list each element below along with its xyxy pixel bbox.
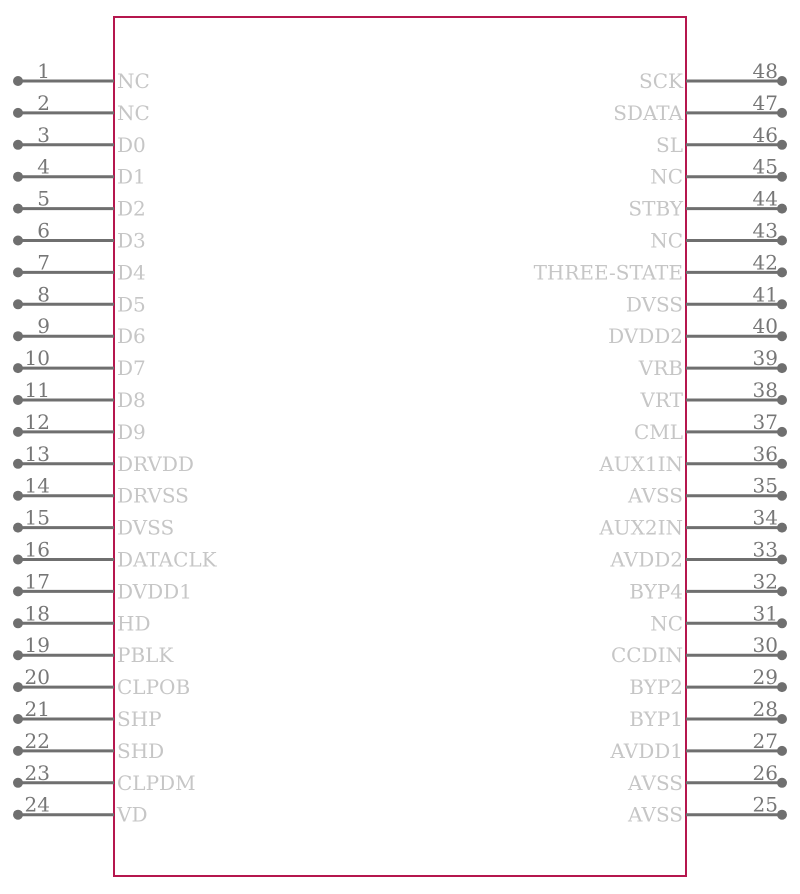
pin-45: [650, 155, 787, 189]
pin-name: NC: [117, 100, 150, 125]
pin-name: D9: [117, 419, 146, 444]
pin-terminal: [777, 395, 787, 405]
pin-name: CLPDM: [117, 770, 196, 795]
pin-number: 34: [752, 505, 778, 530]
pin-number: 13: [24, 441, 50, 466]
pin-36: [598, 442, 787, 476]
pin-number: 15: [24, 505, 50, 530]
pin-name: AVDD1: [610, 738, 683, 763]
pin-number: 35: [752, 473, 778, 498]
pin-terminal: [13, 491, 23, 501]
pin-name: D6: [117, 324, 146, 349]
pin-number: 44: [752, 186, 778, 211]
pin-22: [13, 729, 164, 763]
pin-number: 8: [37, 282, 50, 307]
pin-15: [13, 506, 174, 540]
pin-32: [629, 569, 787, 603]
pin-number: 43: [752, 218, 778, 243]
pin-number: 22: [24, 728, 50, 753]
pin-terminal: [777, 363, 787, 373]
pin-number: 24: [24, 792, 50, 817]
pin-23: [13, 761, 196, 795]
pin-terminal: [777, 810, 787, 820]
pin-number: 40: [752, 314, 778, 339]
pin-terminal: [13, 427, 23, 437]
pin-name: SHD: [117, 738, 165, 763]
pin-46: [656, 123, 787, 157]
pin-terminal: [777, 459, 787, 469]
pin-terminal: [13, 267, 23, 277]
pin-number: 16: [24, 537, 50, 562]
pin-terminal: [13, 331, 23, 341]
pin-terminal: [777, 331, 787, 341]
pin-number: 41: [752, 282, 778, 307]
pin-name: AUX1IN: [599, 451, 683, 476]
pin-name: VRT: [640, 388, 683, 412]
pin-27: [609, 729, 787, 763]
pin-name: DRVDD: [117, 451, 194, 476]
pin-terminal: [777, 714, 787, 724]
pin-17: [13, 569, 192, 603]
pin-31: [650, 601, 787, 635]
pin-21: [13, 697, 162, 731]
pin-1: [13, 59, 150, 93]
pin-number: 45: [752, 154, 778, 179]
pin-terminal: [13, 299, 23, 309]
pin-43: [650, 219, 787, 253]
pin-33: [609, 538, 787, 572]
pin-number: 18: [24, 601, 50, 626]
pin-25: [627, 793, 787, 827]
pin-terminal: [777, 267, 787, 277]
pin-number: 17: [24, 569, 50, 594]
pin-number: 19: [24, 633, 50, 658]
pin-number: 14: [24, 473, 50, 498]
pin-terminal: [777, 108, 787, 118]
pin-terminal: [13, 395, 23, 405]
pin-terminal: [777, 618, 787, 628]
pin-26: [627, 761, 787, 795]
pin-number: 42: [752, 250, 778, 275]
pin-number: 46: [752, 122, 778, 147]
pin-name: BYP2: [629, 675, 683, 700]
pin-name: D4: [117, 260, 146, 285]
pin-terminal: [777, 299, 787, 309]
pin-number: 29: [752, 665, 778, 690]
pin-number: 48: [752, 59, 778, 83]
pin-number: 21: [24, 697, 50, 721]
pin-number: 28: [752, 697, 778, 721]
pin-number: 11: [24, 378, 50, 402]
pin-terminal: [13, 76, 23, 86]
pin-name: BYP1: [629, 707, 683, 731]
pin-name: SHP: [117, 707, 162, 731]
pin-number: 10: [24, 346, 50, 371]
pin-name: CLPOB: [117, 675, 191, 700]
pin-name: NC: [650, 228, 683, 253]
pin-name: DRVSS: [117, 483, 189, 508]
pin-number: 38: [752, 378, 778, 402]
pin-number: 33: [752, 537, 778, 562]
pin-name: PBLK: [117, 643, 174, 668]
pin-name: NC: [117, 69, 150, 93]
pin-name: SL: [656, 132, 683, 157]
pin-24: [13, 793, 147, 827]
pin-number: 6: [37, 218, 50, 243]
pin-41: [626, 282, 787, 316]
pin-4: [13, 155, 146, 189]
pin-name: THREE-STATE: [533, 260, 683, 285]
pin-terminal: [13, 650, 23, 660]
pin-47: [613, 91, 787, 125]
pin-name: D7: [117, 356, 146, 381]
pin-40: [608, 314, 787, 348]
pin-number: 12: [24, 409, 50, 434]
pin-terminal: [777, 523, 787, 533]
pin-number: 23: [24, 760, 50, 785]
pin-39: [638, 346, 787, 380]
pin-number: 37: [752, 409, 778, 434]
pin-number: 26: [752, 760, 778, 785]
pin-terminal: [777, 491, 787, 501]
pin-number: 2: [37, 90, 50, 115]
pin-terminal: [777, 778, 787, 788]
component-body: [114, 17, 686, 876]
pin-5: [13, 187, 146, 221]
pin-number: 4: [37, 154, 50, 179]
pin-10: [13, 346, 146, 380]
pin-name: D3: [117, 228, 146, 253]
pin-terminal: [13, 363, 23, 373]
pin-terminal: [13, 523, 23, 533]
pin-name: CML: [633, 419, 683, 444]
pin-number: 27: [752, 728, 778, 753]
pin-name: DVSS: [625, 292, 683, 317]
pin-terminal: [777, 427, 787, 437]
pin-8: [13, 282, 146, 316]
pin-48: [639, 59, 787, 93]
pin-44: [628, 187, 787, 221]
pin-name: D2: [117, 196, 146, 221]
pin-name: D1: [117, 164, 146, 189]
pin-terminal: [13, 172, 23, 182]
pin-terminal: [13, 746, 23, 756]
pin-number: 20: [24, 665, 50, 690]
pin-2: [13, 91, 150, 125]
pin-number: 31: [752, 601, 778, 626]
pin-number: 30: [752, 633, 778, 658]
pin-19: [13, 633, 174, 667]
pin-name: D5: [117, 292, 146, 317]
pin-terminal: [777, 682, 787, 692]
pin-terminal: [13, 586, 23, 596]
pin-terminal: [777, 76, 787, 86]
pin-name: VRB: [638, 356, 683, 381]
pin-name: AVSS: [628, 483, 683, 508]
pin-terminal: [13, 204, 23, 214]
pin-name: AUX2IN: [599, 515, 683, 540]
pin-number: 39: [752, 346, 778, 371]
pin-name: DVDD2: [608, 324, 683, 349]
pin-terminal: [13, 618, 23, 628]
pin-number: 36: [752, 441, 778, 466]
pin-name: CCDIN: [610, 643, 683, 668]
pin-number: 5: [37, 186, 50, 211]
pin-terminal: [777, 746, 787, 756]
pin-name: NC: [650, 164, 683, 189]
pin-34: [598, 506, 787, 540]
pin-30: [611, 633, 787, 667]
pin-name: HD: [117, 611, 151, 636]
pin-name: DVDD1: [117, 579, 192, 604]
pin-18: [13, 601, 150, 635]
pin-terminal: [13, 555, 23, 565]
pin-name: STBY: [628, 196, 683, 221]
pin-terminal: [13, 778, 23, 788]
pin-14: [13, 474, 189, 508]
pin-name: NC: [650, 611, 683, 636]
right-pin-group: [534, 59, 787, 827]
pin-terminal: [777, 236, 787, 246]
pin-29: [629, 665, 787, 699]
pin-name: VD: [117, 802, 148, 827]
pin-name: SDATA: [613, 100, 683, 125]
pin-42: [534, 250, 787, 284]
pin-number: 25: [752, 792, 778, 817]
pin-name: DATACLK: [117, 547, 217, 572]
pin-terminal: [777, 555, 787, 565]
pin-terminal: [13, 236, 23, 246]
pin-terminal: [13, 682, 23, 692]
pin-name: DVSS: [117, 515, 175, 540]
pin-number: 7: [37, 250, 50, 275]
pin-terminal: [13, 714, 23, 724]
pin-number: 47: [752, 90, 778, 115]
pin-terminal: [13, 108, 23, 118]
pin-name: AVDD2: [610, 547, 683, 572]
pin-3: [13, 123, 146, 157]
pin-terminal: [777, 204, 787, 214]
pin-number: 32: [752, 569, 778, 594]
pin-name: D8: [117, 388, 146, 412]
pin-28: [629, 697, 787, 731]
pin-6: [13, 219, 146, 253]
left-pin-group: [13, 59, 218, 827]
pin-11: [13, 378, 146, 412]
pin-name: AVSS: [628, 770, 683, 795]
pin-35: [627, 474, 787, 508]
pin-name: AVSS: [628, 802, 683, 827]
pin-name: D0: [117, 132, 146, 157]
pin-terminal: [777, 586, 787, 596]
pin-38: [640, 378, 788, 412]
pin-terminal: [777, 172, 787, 182]
pin-name: BYP4: [629, 579, 683, 604]
pin-12: [13, 410, 146, 444]
pin-13: [13, 442, 194, 476]
pin-number: 3: [37, 122, 50, 147]
pin-number: 9: [37, 314, 50, 339]
pin-37: [634, 410, 787, 444]
pin-terminal: [13, 810, 23, 820]
pin-name: SCK: [639, 69, 683, 93]
pin-number: 1: [37, 59, 50, 83]
pin-terminal: [777, 650, 787, 660]
pin-terminal: [777, 140, 787, 150]
pin-7: [13, 250, 146, 284]
pin-terminal: [13, 459, 23, 469]
pin-20: [13, 665, 190, 699]
pin-terminal: [13, 140, 23, 150]
pin-16: [13, 538, 218, 572]
pin-9: [13, 314, 146, 348]
